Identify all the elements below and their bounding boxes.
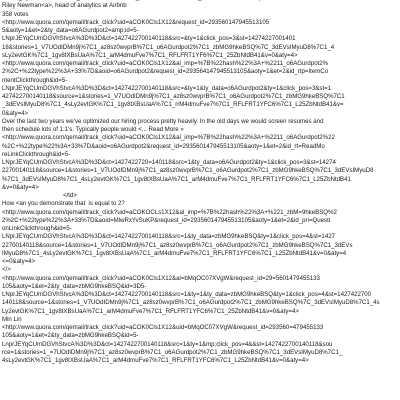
answer-preview-text: then schedule lots of 1:1's. Typically people would <... Read More » — [2, 126, 184, 133]
vote-count: 358 votes — [2, 10, 29, 18]
tracking-link[interactable]: <http://www.quora.com/qemail/track_click?uid=aCOK0Cls1X12&al_imp=%7B%22hash%22%3A+%2211_o6AGurdpot2% — [2, 60, 329, 67]
question-link[interactable]: LNprJEYqCUmDGVhStvcA%3D%3D&ct=1427422700140118&src=1&ty_data=zbMG9hkeBSQ&ty=1&click_pos=4&st=1427 — [2, 233, 335, 241]
read-more-link[interactable]: %2C+%22type%22%3A+33%7D&aoid=o6AGurdpot2&request_id=293560147945513105&aoty=1&et=2&id_rt=ReadMo — [2, 142, 325, 150]
read-more-link[interactable]: <http://www.quora.com/qemail/track_click?uid=aCOK0Cls1X12&al_imp=%7B%22hash%22%3A+%2211_o6AGurdpot2%22 — [2, 134, 335, 142]
answer-author-line: Riley Newman<a>, head of analytics at Airbnb — [2, 2, 127, 10]
email-text-document — [2, 0, 398, 365]
question-link[interactable]: onLinkClickthrough&id=5- — [2, 225, 72, 232]
tracking-link[interactable]: 5&aoty=1&et=2&ty_data=o6AGurdpot2=amp;id=5- — [2, 27, 139, 34]
read-more-link[interactable]: %7C1_3dEVsIMyuD8%7C1_4sLy2evtGK%7C1_1gv8tXBsUaA%7C1_arM4dmuFve7%7C1_RFLFRT1YFC6%7C1_L25ZbNtdB41 — [2, 175, 351, 183]
author-link[interactable]: rce=1&stories=1_=7UOdIDMn9j%7C1_az8sz0wvprB%7C1_o6AGurdpot2%7C1_zbMG9hkeBSQ%7C1_3dEVsIMyuD8%7C1_ — [2, 348, 343, 356]
tracking-link[interactable]: 427422700140118&source=1&stories=1_V7UOdIDMn9j%7C1_az8sz0wvprB%7C1_o6AGurdpot2%7C1_zbMG9hkeBSQ%7C1 — [2, 93, 345, 100]
tracking-link[interactable]: 2%2C+%22type%22%3A+33%7D&aoid=o6AGurdpot2&request_id=293564147945513105&aoty=1&et=2&id_rtp=ItemCo — [2, 68, 329, 76]
author-link[interactable]: LnprJEYqCUmDGVhStvcA%3D%3D&ct=1427422700140118&src=1&ty=1&mp;click_pos=4&&st=1427422700140118&sou — [2, 340, 333, 348]
tracking-link[interactable]: Ly2evtGK%7C1_1gv8tXBsUaA%7C1_arM4dmuFve7%7C1_RFLFRT1YFC6%7C1_25ZbNtdB41&v=0&aty=4> — [2, 307, 299, 315]
tracking-link[interactable]: ntentClickthrough&id=5- — [2, 76, 68, 84]
author-link[interactable]: <http://www.quora.com/qemail/track_click?uid=aCOK0Cls1X12&uid=bMqOC07XVgW&request_id=293560=479455133 — [2, 324, 324, 331]
question-link[interactable]: 2%2C+%22type%22%3A+33%7D&aoid=MlwRxYvSuKP&request_id=293560147945513105&aoty=1&et=2&id_pri=Questi — [2, 216, 331, 224]
tracking-link[interactable]: 18&stories=1_V7UOdIDMn9j%7C1_az8sz0wvprB%7C1_o6AGurdpot2%7C1_zbMG9hkeBSQ%7C_3dEVsIMyuD8%7C1_4 — [2, 43, 335, 51]
author-link[interactable]: 4sLy2evtGK%7C1_1gv8tXBsUaA%7C1_arM4dmuFve7%7C1_RFLFRT1YFC6%7C1_L25ZbNtdB41&v=0&aty=4> — [2, 357, 309, 364]
tracking-link[interactable]: LNprJEYqCUmDGVhStvcA%3D%3D&ct=1427422700140118&src=&ty=1&ty_data=o6AGurdpot2&ty=1&click_pos=3&st=1 — [2, 84, 332, 92]
tracking-link[interactable]: 140118&source=1&stories=1_V7UOdIDMn9j%7C1_az8sz0wvprB%7C1_o6AGurdpot2%7C1_zbMG9hkeBSQ%7C_3dEVsIMyuD8%7C1_4s — [2, 299, 380, 307]
tracking-link[interactable]: LNprJEYqCUmDGVhStvcA%3D%3D&ct=1427422700140118&src=1&ty=1&ty_data=zbMG9hkeBSQ&ty=1&click_pos=4&st=1427422700 — [2, 291, 372, 298]
answer-preview-text: Over the last two years we've optimized our hiring process pretty heavily. In the old days we would screen resumes and — [2, 117, 324, 125]
answer-author-name: Min Lin — [2, 315, 22, 323]
read-more-link[interactable]: reLinkClickthrough&id=5- — [2, 150, 71, 158]
tracking-link[interactable]: LNprJEYqCUmDGVhStvcA%3D%3D&ct=1427422700140118&src=&ty=1&click_pos=3&st=14274227001401 — [2, 35, 296, 43]
html-tag-line: </> — [2, 266, 11, 274]
read-more-link[interactable]: LNprJEYqCUmDGVhStvcA%3D%3D&ct=1427422720=140118&src=1&ty_data=o6AGurdpot2&ty=1&click_pos=3&st=14274 — [2, 159, 336, 166]
tracking-link[interactable]: 0&aty=4> — [2, 109, 29, 117]
question-link[interactable]: <http://www.quora.com/qemail/track_click?uid=aCOKOCLs1X12&al_imp=%7B%22hash%22%3A+%221_zbM=9hkeBSQ%2 — [2, 208, 337, 216]
tracking-link[interactable]: <http://www.quora.com/qemail/track_click?uid=aCOK0Cls1X12&al=bMqOC07XVgW&request_id=29=5601479455133 — [2, 274, 320, 282]
question-link[interactable]: IMyuD8%7C1_4sLy2evtGK%7C1_1gv8tXBsUaA%7C1_arM4dmuFve7%7C1_RFLFRT1YFC6%7C1_L25ZbNtdB41&v=0&aty=4 — [2, 249, 347, 257]
question-title: How <an you demonstrate that is equal to 2? — [2, 200, 125, 208]
tracking-link[interactable]: <http://www.quora.com/qemail/track_click?uid=aCOK0Cls1X12&request_id=293560147945513105 — [2, 18, 270, 26]
tracking-link[interactable]: sLy2evtGK%7C1_1gv8tXBsUaA%7C1_arM4dmuFve7%7C1_RFLFRT1YF6%7C1_25ZbNtdB41&v=0&aty=4> — [2, 51, 298, 59]
html-tag-line: </td> — [2, 192, 77, 199]
tracking-link[interactable]: 105&aoty=1&et=2&ty_data=zbMG9hkeBSQ&id=3D5- — [2, 282, 147, 290]
read-more-link[interactable]: &v=0&aty=4> — [2, 183, 39, 191]
author-link[interactable]: 105&aoty=1&et=2&ty_data=zbMG9hkeBSQ&id=5- — [2, 332, 139, 340]
read-more-link[interactable]: 22700140118&source=1&stories=1_V7UOdIDMn9j%7C1_az8sz0wvprB%7C1_o6AGurdpot2%7C1_zbMG9hkeBSQ%7C1_3dEVsIMyuD8 — [2, 167, 374, 175]
tracking-link[interactable]: _3dEVsIMyuD8%7C1_4sLy2evtGK%7C1_1gv8tXBsUaA%7C1_rrM4dmuFve7%7C1_RFLFRT1YFC6%7C1_L25ZbNtdB41&v= — [2, 101, 344, 109]
question-link[interactable]: 22700140118&source=1&stories=1_V7UOdIDMn9j%7C1_az8sz0wvprB%7C1_o6AGurdpot2%7C1_zbMG9hkeBSQ%7C1_3dEVs — [2, 241, 353, 249]
question-link[interactable]: <=0&aty=4> — [2, 258, 36, 265]
